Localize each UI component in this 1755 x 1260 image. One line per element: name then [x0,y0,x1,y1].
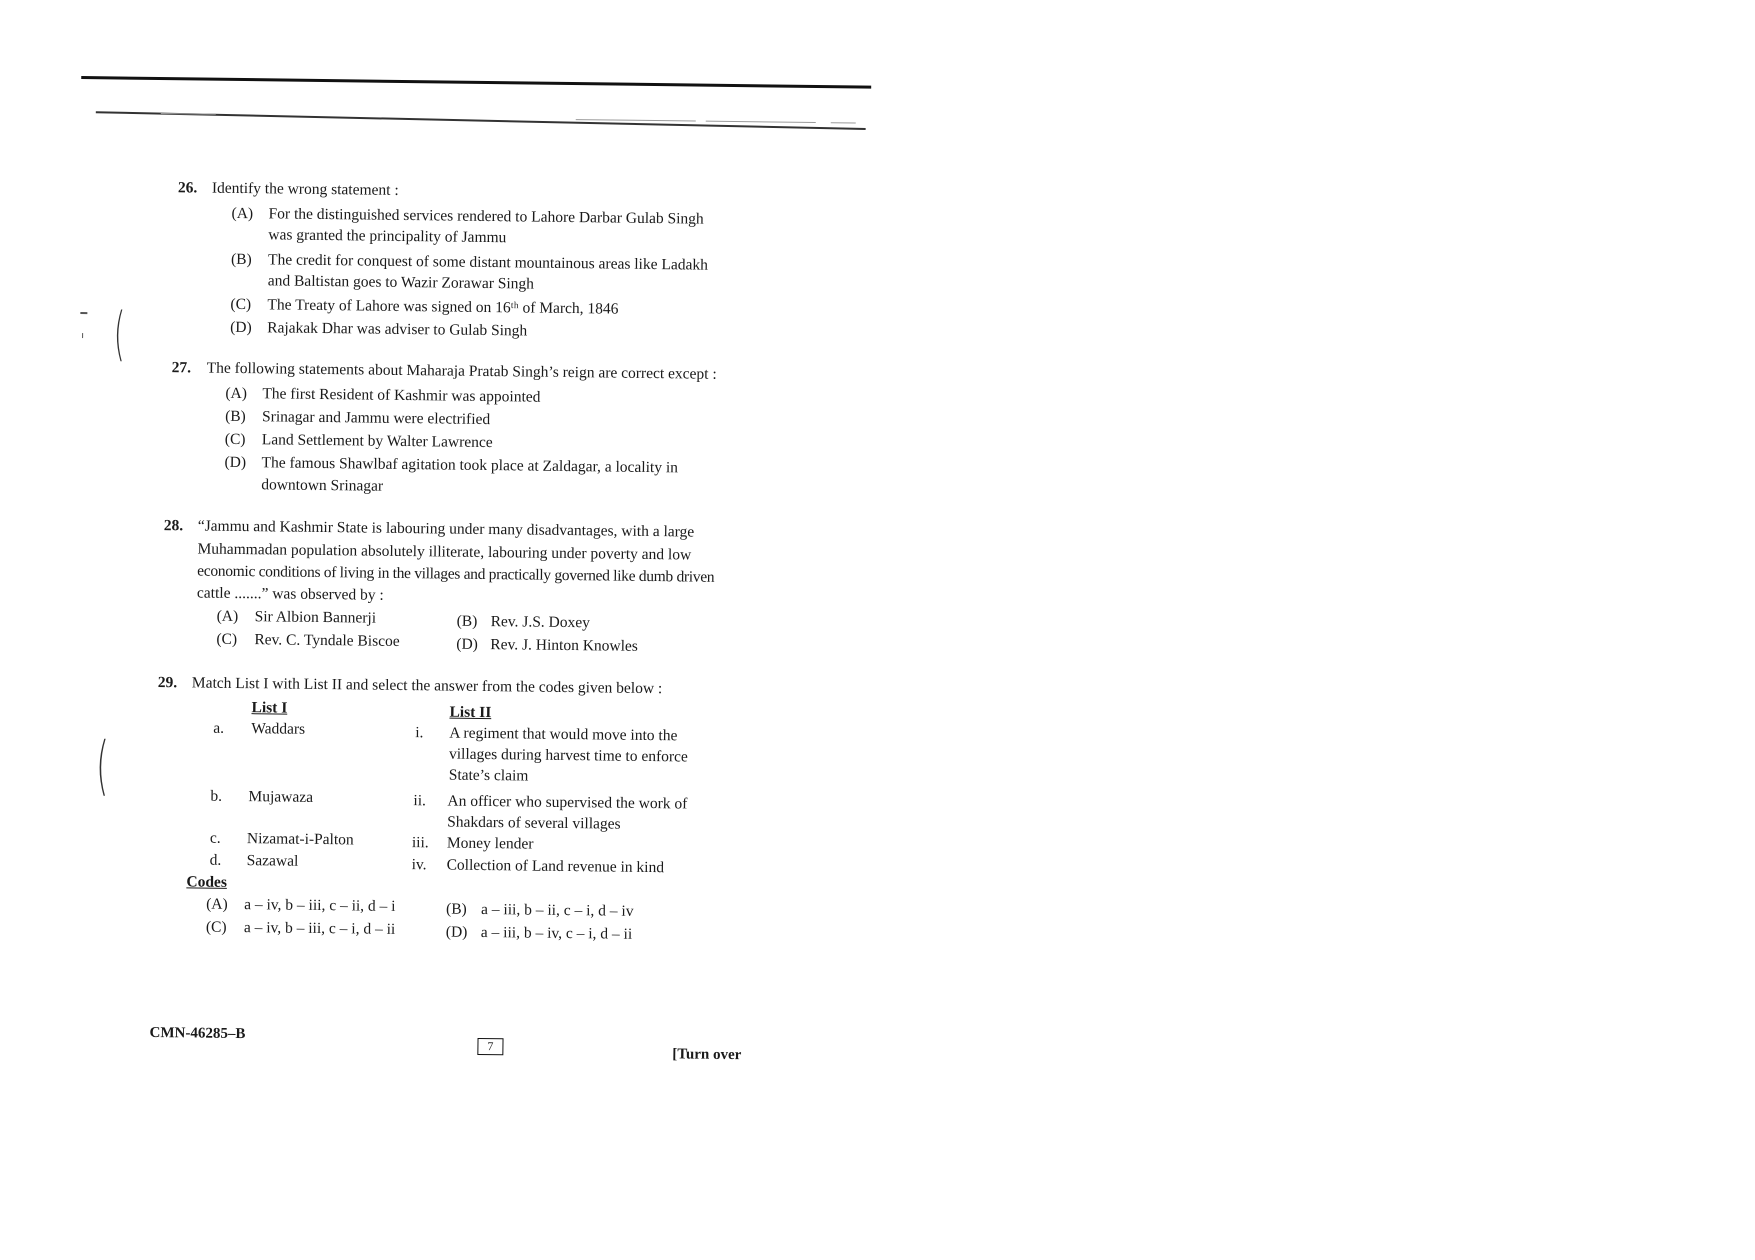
option-label: (D) [224,453,247,472]
code-option-text: a – iii, b – iv, c – i, d – ii [480,923,633,943]
question-stem: The following statements about Maharaja Pratab Singh’s reign are correct except : [206,359,717,383]
option-text: The first Resident of Kashmir was appointed [262,385,541,406]
option-label: (A) [216,607,239,625]
option-text: For the distinguished services rendered to Lahore Darbar Gulab Singh [268,205,704,228]
question-stem-line: cattle .......” was observed by : [196,584,384,604]
header-rule [81,76,871,89]
question-stem: Match List I with List II and select the answer from the codes given below : [191,674,663,698]
question-stem-line: Muhammadan population absolutely illiterate, labouring under poverty and low [197,540,692,564]
list-2-item: Collection of Land revenue in kind [446,856,665,877]
list-2-item-continued: Shakdars of several villages [447,813,621,833]
option-text: The Treaty of Lahore was signed on 16ᵗʰ of March, 1846 [267,296,619,318]
list-1-item: Mujawaza [248,788,314,806]
code-option-label: (C) [205,918,227,936]
question-stem-line: economic conditions of living in the villages and practically governed like dumb driven [197,562,715,586]
question-number: 29. [157,674,178,692]
option-text-continued: and Baltistan goes to Wazir Zorawar Singh [267,272,535,293]
option-text: The credit for conquest of some distant mountainous areas like Ladakh [267,251,709,274]
code-option-text: a – iv, b – iii, c – ii, d – i [244,896,396,915]
list-2-item: An officer who supervised the work of [447,792,688,813]
list-2-item: Money lender [446,834,534,853]
list-1-item: Sazawal [246,852,299,870]
turn-over-note: [Turn over [672,1046,742,1064]
option-label: (B) [225,407,246,426]
list-1-key: d. [209,851,222,869]
list-2-item: A regiment that would move into the [449,724,678,745]
question-number: 28. [163,517,184,535]
option-label: (B) [230,250,252,269]
question-number: 27. [171,359,192,377]
option-text: Sir Albion Bannerji [254,608,377,627]
list-1-item: Waddars [251,720,306,738]
margin-bracket-mark: ( [113,299,126,368]
question-number: 26. [177,179,198,197]
faint-rule [831,122,856,123]
page-number: 7 [477,1038,503,1055]
option-label: (A) [231,204,254,223]
list-1-key: b. [210,787,223,805]
option-text: Rev. J. Hinton Knowles [490,636,638,655]
option-text-continued: downtown Srinagar [261,476,384,495]
list-1-key: c. [209,829,221,847]
option-label: (C) [216,630,238,648]
option-label: (A) [225,384,248,403]
option-label: (B) [456,612,478,630]
list-1-header: List I [251,699,288,717]
list-2-key: i. [415,724,424,742]
option-label: (D) [230,318,252,337]
question-stem: Identify the wrong statement : [211,179,399,199]
code-option-text: a – iii, b – ii, c – i, d – iv [481,900,634,920]
question-26 [2,0,1755,340]
code-option-label: (D) [445,923,468,941]
option-text: Srinagar and Jammu were electrified [262,408,491,429]
margin-bracket-mark: ( [95,729,110,804]
code-option-label: (A) [206,895,228,913]
margin-tick-mark [82,333,83,338]
option-text: The famous Shawlbaf agitation took place at Zaldagar, a locality in [261,454,679,477]
margin-tick-mark [80,312,87,314]
list-2-key: ii. [413,792,427,810]
list-2-key: iii. [411,834,429,852]
list-2-item-continued: State’s claim [448,766,529,785]
code-option-text: a – iv, b – iii, c – i, d – ii [243,919,396,938]
list-2-item-continued: villages during harvest time to enforce [448,745,688,766]
option-label: (C) [230,295,252,314]
faint-rule [706,121,816,123]
option-text: Rajakak Dhar was adviser to Gulab Singh [267,319,528,340]
question-stem-line: “Jammu and Kashmir State is labouring under many disadvantages, with a large [197,517,695,541]
code-option-label: (B) [446,900,467,918]
option-text-continued: was granted the principality of Jammu [268,226,507,247]
codes-heading: Codes [186,873,228,891]
option-text: Rev. J.S. Doxey [490,613,591,632]
option-label: (C) [224,430,246,449]
list-1-key: a. [213,719,225,737]
option-text: Rev. C. Tyndale Biscoe [254,631,400,650]
option-label: (D) [456,635,478,653]
option-text: Land Settlement by Walter Lawrence [261,431,493,452]
list-2-header: List II [449,703,492,722]
list-2-key: iv. [411,856,427,874]
list-1-item: Nizamat-i-Palton [246,830,354,849]
paper-code: CMN-46285–B [149,1024,246,1043]
